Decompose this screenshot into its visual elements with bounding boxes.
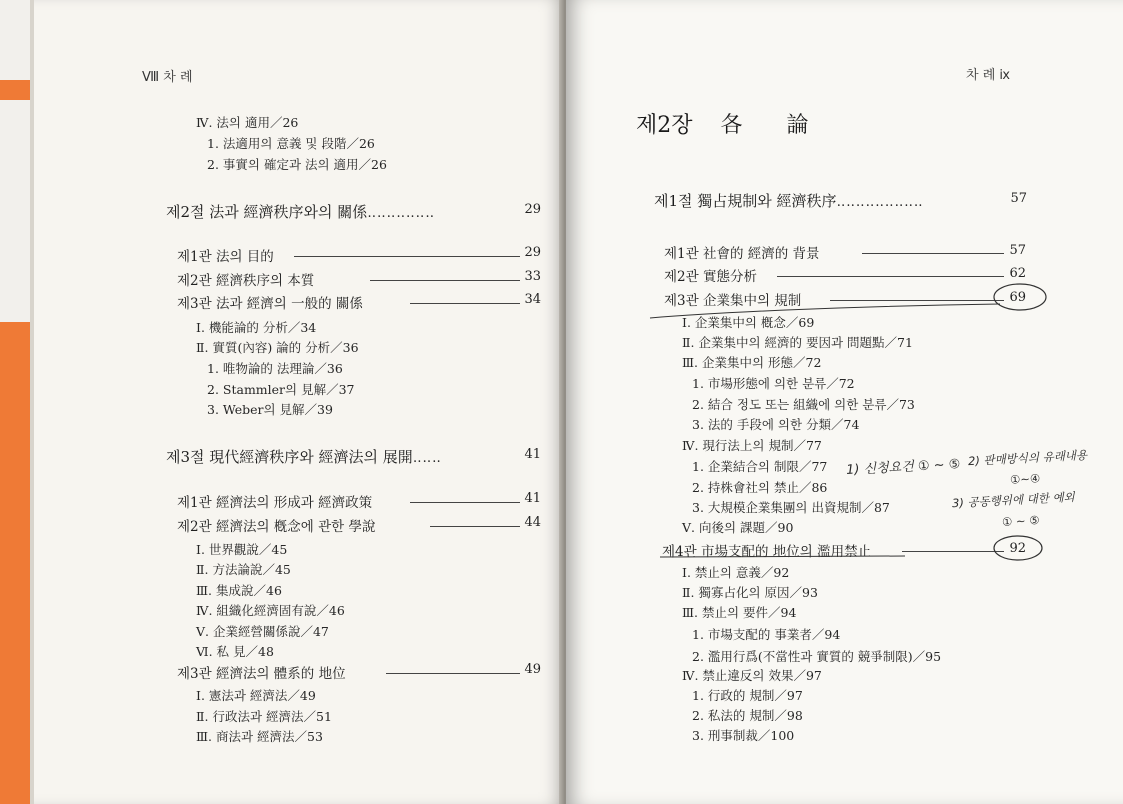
toc-item: 3. Weber의 見解／39 xyxy=(207,402,333,417)
section-title: 제2절 法과 經濟秩序와의 關係‥‥‥‥‥‥‥ xyxy=(166,203,436,221)
toc-item: 2. Stammler의 見解／37 xyxy=(207,382,355,397)
left-page-header: Ⅷ 차 례 xyxy=(142,70,193,85)
toc-item: Ⅱ. 企業集中의 經濟的 要因과 問題點／71 xyxy=(682,335,913,350)
gwan-page: 29 xyxy=(524,245,541,260)
toc-item: Ⅰ. 憲法과 經濟法／49 xyxy=(196,688,316,703)
cover-orange-block xyxy=(0,322,34,804)
toc-item: 2. 事實의 確定과 法의 適用／26 xyxy=(207,157,387,172)
toc-item: 2. 結合 정도 또는 組織에 의한 분류／73 xyxy=(692,397,915,412)
gwan-title: 제3관 經濟法의 體系的 地位 xyxy=(177,666,346,682)
toc-item: 1. 市場支配的 事業者／94 xyxy=(692,627,841,642)
gwan-page: 41 xyxy=(524,491,541,506)
gwan-title: 제1관 經濟法의 形成과 經濟政策 xyxy=(177,495,373,511)
toc-item: Ⅲ. 商法과 經濟法／53 xyxy=(196,729,323,744)
toc-item: 3. 刑事制裁／100 xyxy=(692,728,795,743)
gwan-page: 92 xyxy=(1009,541,1026,556)
toc-item: Ⅲ. 禁止의 要件／94 xyxy=(682,605,797,620)
gwan-page: 69 xyxy=(1009,290,1026,305)
chapter-title: 제2장 各 論 xyxy=(636,113,809,138)
toc-item: Ⅰ. 機能論的 分析／34 xyxy=(196,320,317,335)
gwan-title: 제3관 企業集中의 規制 xyxy=(664,293,802,309)
handwritten-note: ①~④ xyxy=(1009,471,1041,487)
toc-item: 2. 持株會社의 禁止／86 xyxy=(692,480,828,495)
toc-item: 2. 私法的 規制／98 xyxy=(692,708,803,723)
toc-item: Ⅳ. 組織化經濟固有說／46 xyxy=(196,603,345,618)
toc-item: Ⅰ. 禁止의 意義／92 xyxy=(682,565,790,580)
leader-line xyxy=(862,253,1004,254)
gwan-title: 제2관 實態分析 xyxy=(664,269,757,285)
leader-line xyxy=(386,673,520,674)
leader-line xyxy=(294,256,520,257)
handwritten-note: ① ~ ⑤ xyxy=(1001,513,1040,529)
leader-line xyxy=(777,276,1004,277)
gwan-title: 제1관 社會的 經濟的 背景 xyxy=(664,246,820,262)
toc-item: Ⅴ. 企業經營關係說／47 xyxy=(196,624,329,639)
section-page: 29 xyxy=(524,202,541,217)
toc-item: 3. 大規模企業集團의 出資規制／87 xyxy=(692,500,890,515)
gwan-title: 제2관 經濟秩序의 本質 xyxy=(177,273,315,289)
gwan-title: 제2관 經濟法의 槪念에 관한 學說 xyxy=(177,519,376,535)
gwan-page: 33 xyxy=(524,269,541,284)
gwan-page: 57 xyxy=(1009,243,1026,258)
leader-line xyxy=(830,300,1004,301)
toc-item: Ⅳ. 現行法上의 規制／77 xyxy=(682,438,822,453)
handwritten-note: 2) 판매방식의 유래내용 xyxy=(967,447,1088,469)
handwritten-note: 3) 공동행위에 대한 예외 xyxy=(951,489,1076,511)
gwan-page: 44 xyxy=(524,515,541,530)
toc-item: Ⅰ. 企業集中의 槪念／69 xyxy=(682,315,815,330)
toc-item: Ⅱ. 獨寡占化의 原因／93 xyxy=(682,585,818,600)
toc-item: Ⅱ. 實質(內容) 論的 分析／36 xyxy=(196,340,359,355)
toc-item: Ⅳ. 禁止違反의 效果／97 xyxy=(682,668,822,683)
section-title: 제3절 現代經濟秩序와 經濟法의 展開‥‥‥ xyxy=(166,448,442,466)
toc-item: Ⅰ. 世界觀說／45 xyxy=(196,542,288,557)
gwan-title: 제1관 法의 目的 xyxy=(177,249,274,265)
toc-item: Ⅴ. 向後의 課題／90 xyxy=(682,520,794,535)
handwritten-note: 1) 신청요건 ① ~ ⑤ xyxy=(845,457,961,478)
section-page: 57 xyxy=(1010,191,1027,206)
binding-edge xyxy=(0,0,34,804)
toc-item: Ⅲ. 集成說／46 xyxy=(196,583,282,598)
toc-item: 3. 法的 手段에 의한 分類／74 xyxy=(692,417,860,432)
toc-item: Ⅵ. 私 見／48 xyxy=(196,644,274,659)
toc-item: 1. 企業結合의 制限／77 xyxy=(692,459,828,474)
gwan-page: 34 xyxy=(524,292,541,307)
gwan-title: 제4관 市場支配的 地位의 濫用禁止 xyxy=(662,544,872,560)
leader-line xyxy=(370,280,520,281)
toc-item: 2. 濫用行爲(不當性과 實質的 競爭制限)／95 xyxy=(692,649,942,664)
right-page-header: 차 례 ⅸ xyxy=(966,68,1011,83)
section-page: 41 xyxy=(524,447,541,462)
gwan-page: 62 xyxy=(1009,266,1026,281)
gwan-page: 49 xyxy=(524,662,541,677)
cover-orange-tab xyxy=(0,80,34,100)
toc-item: 1. 行政的 規制／97 xyxy=(692,688,803,703)
section-title: 제1절 獨占規制와 經濟秩序‥‥‥‥‥‥‥‥‥ xyxy=(654,192,924,210)
toc-item: 1. 法適用의 意義 및 段階／26 xyxy=(207,136,375,151)
toc-item: 1. 唯物論的 法理論／36 xyxy=(207,361,343,376)
toc-item: 1. 市場形態에 의한 분류／72 xyxy=(692,376,855,391)
toc-item: Ⅲ. 企業集中의 形態／72 xyxy=(682,355,822,370)
toc-item: Ⅱ. 行政法과 經濟法／51 xyxy=(196,709,332,724)
toc-item: Ⅱ. 方法論說／45 xyxy=(196,562,291,577)
gwan-title: 제3관 法과 經濟의 一般的 關係 xyxy=(177,296,363,312)
toc-item: Ⅳ. 法의 適用／26 xyxy=(196,115,299,130)
